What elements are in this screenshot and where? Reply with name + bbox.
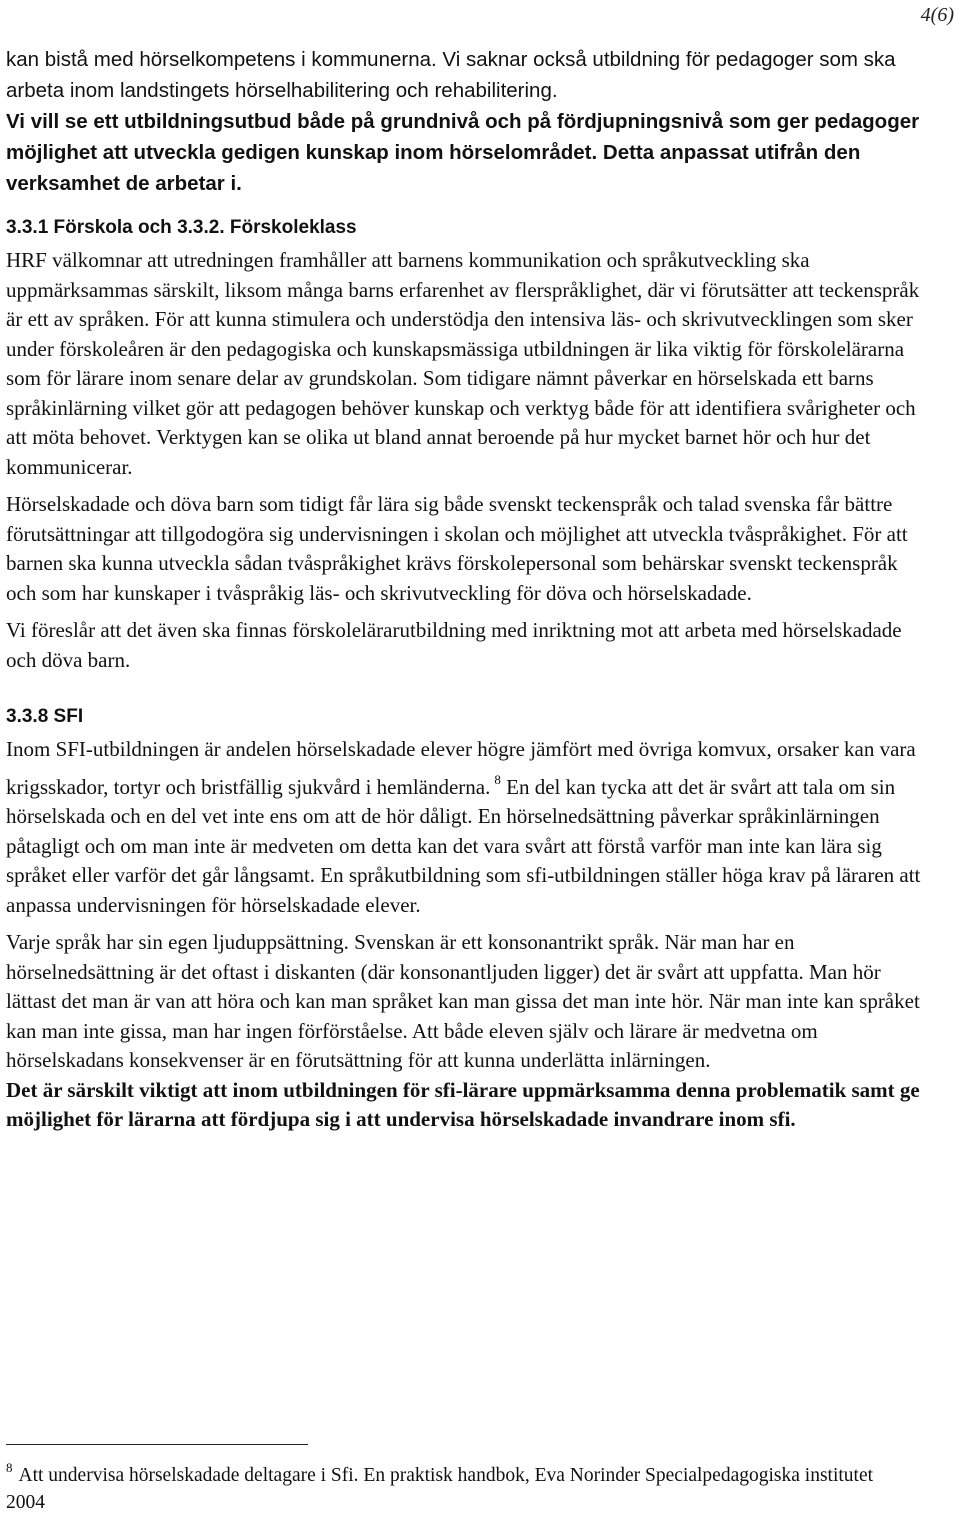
- section-heading-forskola: 3.3.1 Förskola och 3.3.2. Förskoleklass: [6, 217, 357, 238]
- section-paragraph: HRF välkomnar att utredningen framhåller att barnens kommunikation och språkutveckling ska uppmärksammas särskilt, liksom många barns erfarenhet av flerspråklighet, där vi förutsätter att teckenspråk är ett av språken. För att kunna stimulera och understödja den intensiva läs- och skrivutvecklingen som sker under förskoleåren är den pedagogiska och kunskapsmässiga utbildningen är lika viktig för förskolelärarna som för lärare inom senare delar av grundskolan. Som tidigare nämnt påverkar en hörselskada ett barns språkinlärning vilket gör att pedagogen behöver kunskap och verktyg både för att identifiera svårigheter och att möta behovet. Verktygen kan se olika ut bland annat beroende på hur mycket barnet hör och hur det kommunicerar.: [6, 248, 920, 479]
- footnote-divider: [6, 1444, 308, 1445]
- sfi-text-part-b: En del kan tycka att det är svårt att tala om sin hörselskada och en del vet inte ens om att de hör dåligt. En hörselnedsättning påverkar språkinlärningen påtagligt och om man inte är medveten om detta kan det vara svårt att förstå varför man inte kan lära sig språket eller varför det går långsamt. En språkutbildning som sfi-utbildningen ställer höga krav på läraren att anpassa undervisningen för hörselskadade elever.: [6, 774, 921, 917]
- document-body: [6, 44, 926, 1135]
- section-paragraph: Hörselskadade och döva barn som tidigt får lära sig både svenskt teckenspråk och talad svenska får bättre förutsättningar att tillgodogöra sig undervisningen i skolan och möjlighet att utveckla tvåspråkighet. För att barnen ska kunna utveckla sådan tvåspråkighet krävs förskolepersonal som behärskar svenskt teckenspråk och som har kunskaper i tvåspråkig läs- och skrivutveckling för döva och hörselskadade.: [6, 492, 908, 605]
- intro-bold-paragraph: Vi vill se ett utbildningsutbud både på grundnivå och på fördjupningsnivå som ger pedagoger möjlighet att utveckla gedigen kunskap inom hörselområdet. Detta anpassat utifrån den verksamhet de arbetar i.: [6, 110, 920, 195]
- section-bold-paragraph: Det är särskilt viktigt att inom utbildningen för sfi-lärare uppmärksamma denna problematik samt ge möjlighet för lärarna att fördjupa sig i att undervisa hörselskadade invandrare inom sfi.: [6, 1077, 920, 1131]
- section-paragraph: Varje språk har sin egen ljuduppsättning. Svenskan är ett konsonantrikt språk. När man har en hörselnedsättning är det oftast i diskanten (där konsonantljuden ligger) det är svårt att uppfatta. Man hör lättast det man är van att höra och kan man språket kan man gissa det man inte hör. När man inte kan språket kan man inte gissa, man har ingen förförståelse. Att både eleven själv och lärare är medvetna om hörselskadans konsekvenser är en förutsättning för att kunna underlätta inlärningen.: [6, 930, 920, 1072]
- page-number: 4(6): [920, 4, 954, 26]
- section-paragraph: [6, 735, 926, 920]
- footnote-mark: 8: [6, 1460, 13, 1475]
- section-paragraph: Vi föreslår att det även ska finnas förskolelärarutbildning med inriktning mot att arbeta med hörselskadade och döva barn.: [6, 618, 902, 672]
- intro-paragraph: kan bistå med hörselkompetens i kommunerna. Vi saknar också utbildning för pedagoger som ska arbeta inom landstingets hörselhabilitering och rehabilitering.: [6, 48, 896, 102]
- footnote-reference[interactable]: 8: [494, 771, 501, 787]
- section-heading-sfi: 3.3.8 SFI: [6, 706, 84, 727]
- sfi-text-part-a: Inom SFI-utbildningen är andelen hörselskadade elever högre jämfört med övriga komvux, orsaker kan vara krigsskador, tortyr och bristfällig sjukvård i hemländerna.: [6, 737, 916, 799]
- footnote-text: Att undervisa hörselskadade deltagare i Sfi. En praktisk handbok, Eva Norinder Specialpedagogiska institutet 2004: [6, 1465, 874, 1513]
